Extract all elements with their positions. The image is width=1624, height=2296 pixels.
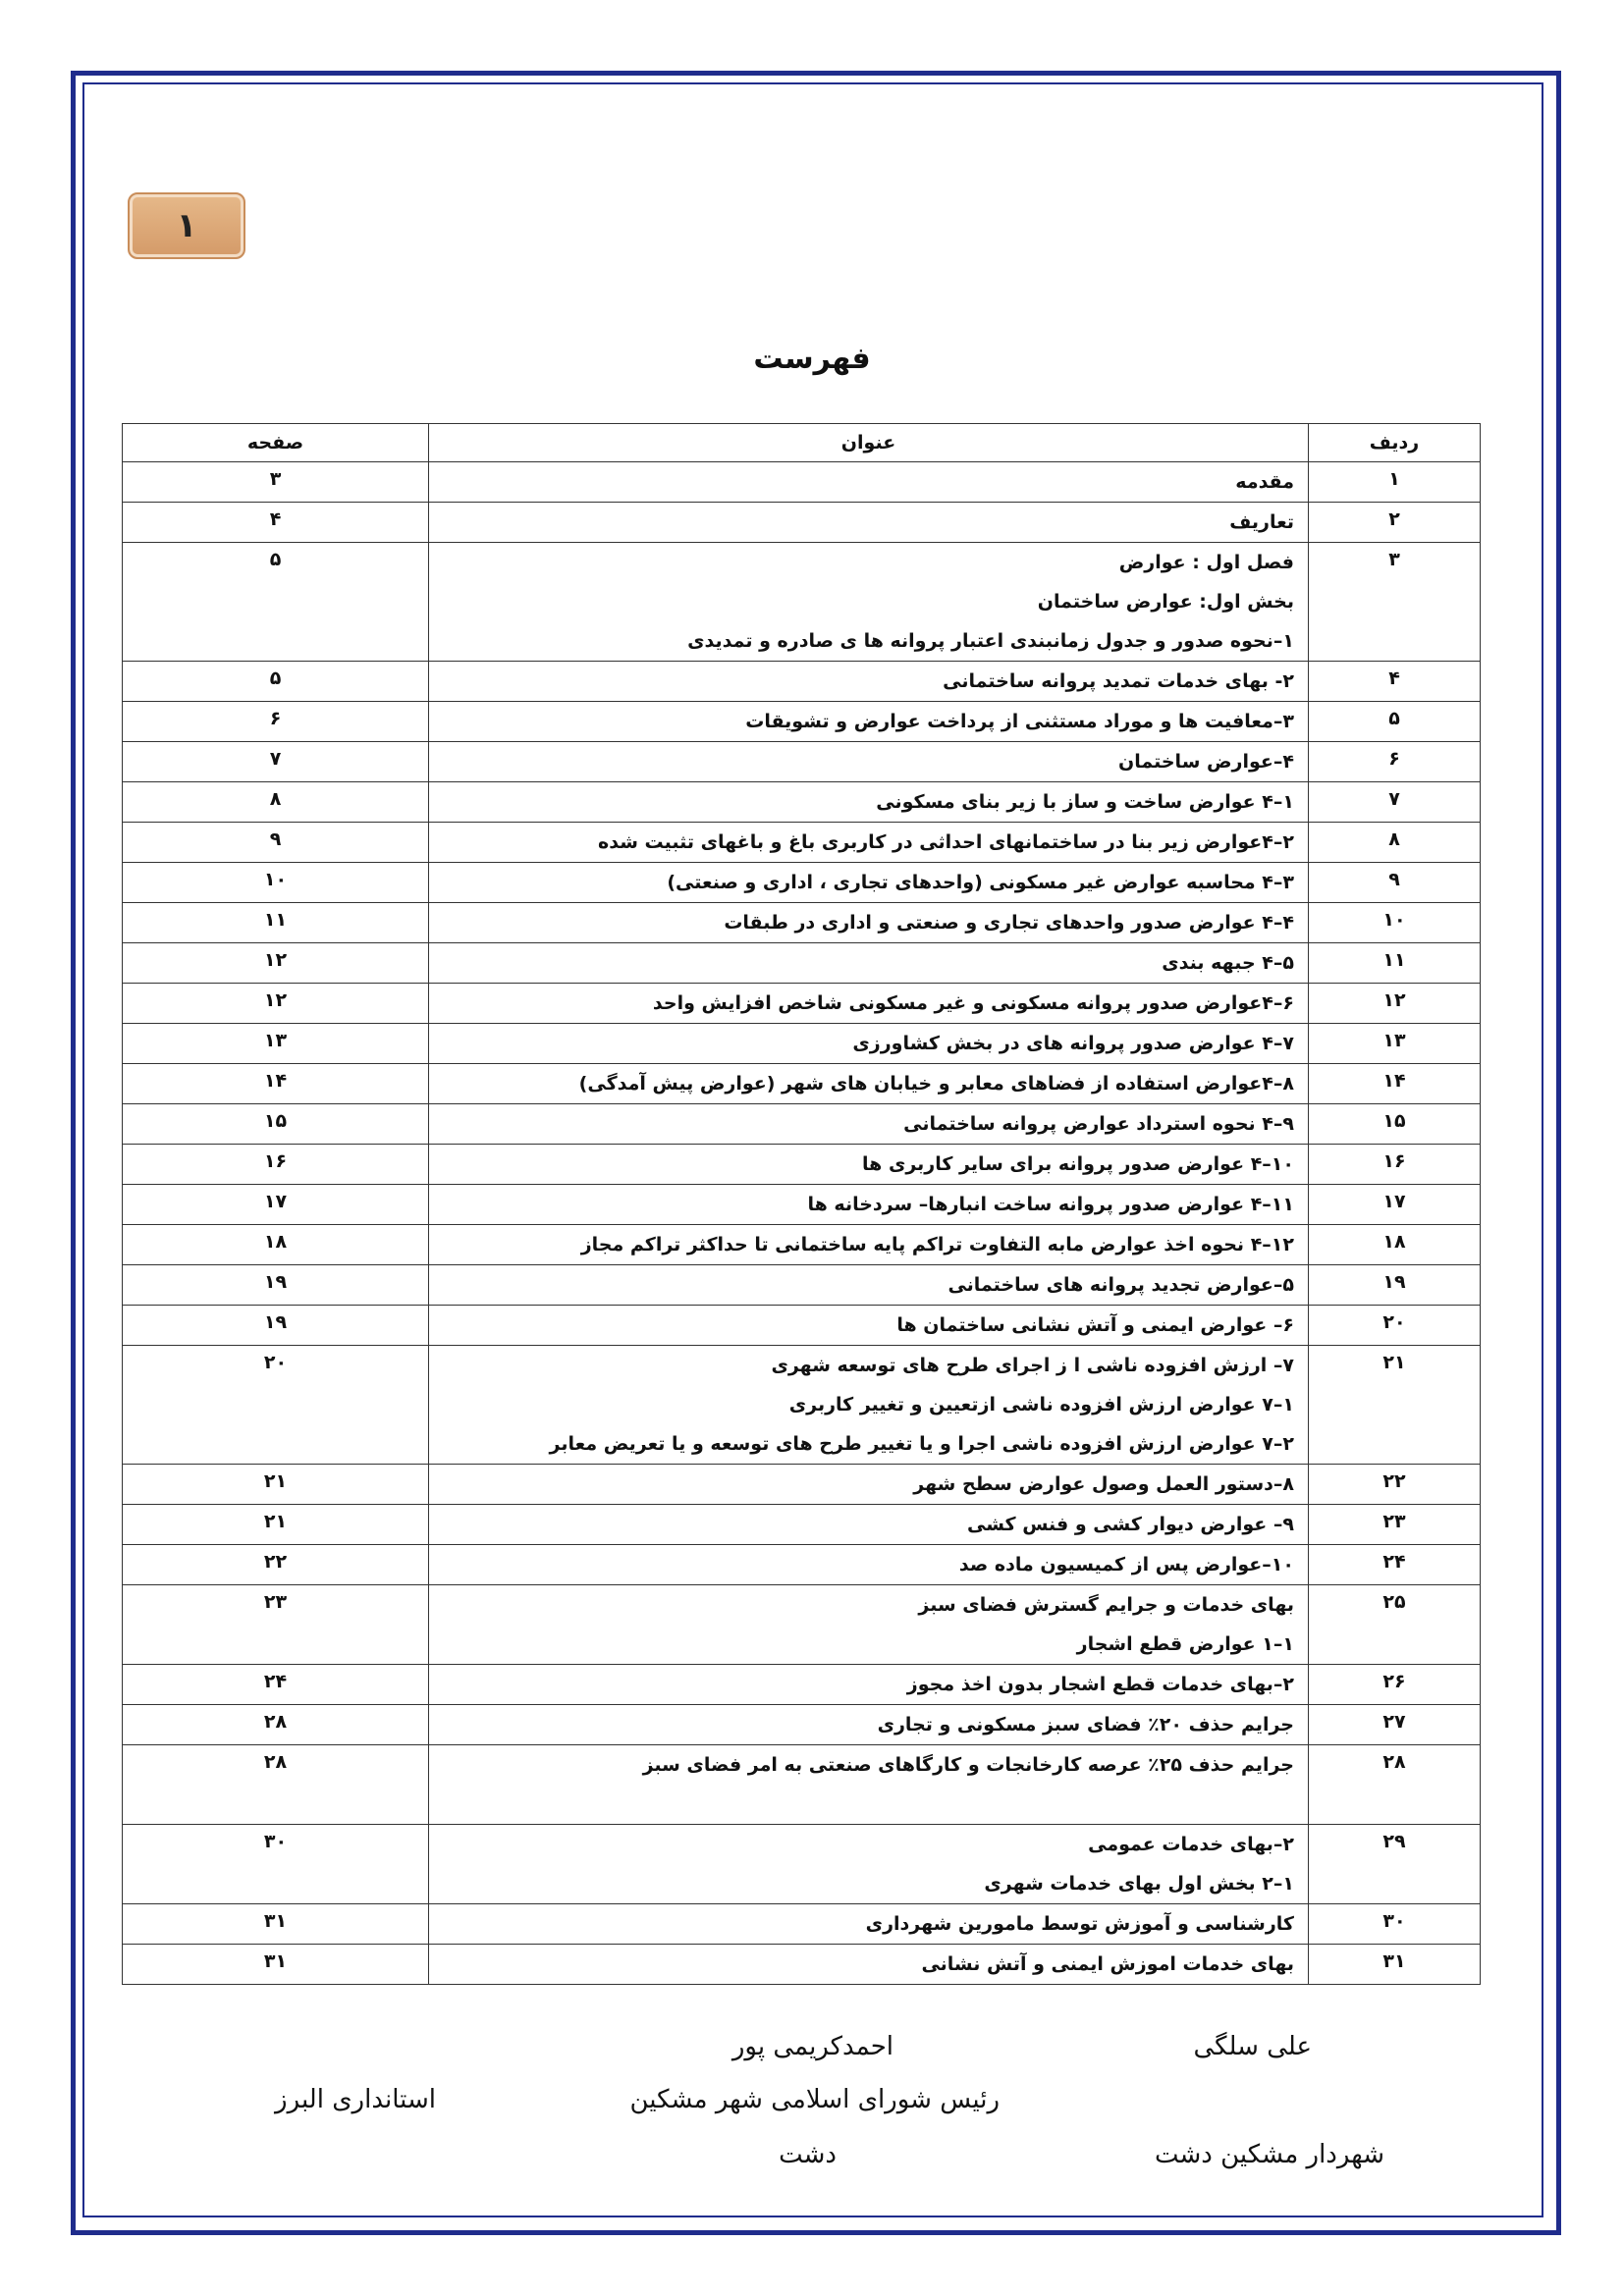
row-page: ۷ xyxy=(123,742,429,782)
row-title xyxy=(429,1585,1309,1665)
row-title-line: تعاریف xyxy=(1229,511,1294,533)
row-title xyxy=(429,1945,1309,1985)
toc-table xyxy=(122,423,1481,1985)
row-page: ۸ xyxy=(123,782,429,823)
row-number: ۲۴ xyxy=(1309,1545,1481,1585)
row-number: ۱۴ xyxy=(1309,1064,1481,1104)
row-title xyxy=(429,1024,1309,1064)
row-title xyxy=(429,823,1309,863)
row-number: ۲۷ xyxy=(1309,1705,1481,1745)
row-title xyxy=(429,1064,1309,1104)
row-title-line: بهای خدمات اموزش ایمنی و آتش نشانی xyxy=(921,1953,1294,1975)
row-title-line xyxy=(429,1785,1294,1824)
toc-row xyxy=(123,1825,1481,1904)
row-title-line: ۱–۷ عوارض ارزش افزوده ناشی ازتعیین و تغییر کاربری xyxy=(788,1394,1294,1415)
row-page: ۲۳ xyxy=(123,1585,429,1665)
row-title-line: ۱۱–۴ عوارض صدور پروانه ساخت انبارها– سردخانه ها xyxy=(807,1194,1294,1215)
row-title xyxy=(429,1545,1309,1585)
row-number: ۲ xyxy=(1309,503,1481,543)
row-title xyxy=(429,943,1309,984)
row-page: ۱۵ xyxy=(123,1104,429,1145)
row-title-line: جرایم حذف ۲۰٪ فضای سبز مسکونی و تجاری xyxy=(877,1714,1294,1735)
row-title-line: کارشناسی و آموزش توسط مامورین شهرداری xyxy=(865,1913,1294,1935)
toc-row xyxy=(123,1306,1481,1346)
row-title-line: ۲–بهای خدمات عمومی xyxy=(1088,1834,1294,1855)
council-head-title-cont: دشت xyxy=(779,2140,837,2169)
toc-row xyxy=(123,1064,1481,1104)
row-number: ۱۰ xyxy=(1309,903,1481,943)
row-number: ۱۳ xyxy=(1309,1024,1481,1064)
row-title-line: ۵–عوارض تجدید پروانه های ساختمانی xyxy=(947,1274,1294,1296)
row-number: ۷ xyxy=(1309,782,1481,823)
row-title-line: ۷– ارزش افزوده ناشی ا ز اجرای طرح های توسعه شهری xyxy=(771,1355,1294,1376)
row-title xyxy=(429,1665,1309,1705)
row-page: ۳۱ xyxy=(123,1904,429,1945)
row-page: ۲۴ xyxy=(123,1665,429,1705)
row-number: ۲۲ xyxy=(1309,1465,1481,1505)
row-page: ۵ xyxy=(123,662,429,702)
row-number: ۶ xyxy=(1309,742,1481,782)
row-page: ۳۱ xyxy=(123,1945,429,1985)
row-number: ۲۰ xyxy=(1309,1306,1481,1346)
toc-row xyxy=(123,1945,1481,1985)
row-title-line: ۱–نحوه صدور و جدول زمانبندی اعتبار پروانه ها ی صادره و تمدیدی xyxy=(687,630,1294,652)
row-title xyxy=(429,503,1309,543)
row-title-line: ۱۰–۴ عوارض صدور پروانه برای سایر کاربری ها xyxy=(862,1153,1294,1175)
row-number: ۲۸ xyxy=(1309,1745,1481,1825)
governorate-label: استانداری البرز xyxy=(275,2085,436,2114)
row-number: ۹ xyxy=(1309,863,1481,903)
row-page: ۳ xyxy=(123,462,429,503)
row-page: ۴ xyxy=(123,503,429,543)
toc-row xyxy=(123,1745,1481,1825)
row-title-line: ۲–۴عوارض زیر بنا در ساختمانهای احداثی در کاربری باغ و باغهای تثبیت شده xyxy=(598,831,1294,853)
row-title xyxy=(429,1265,1309,1306)
row-number: ۲۶ xyxy=(1309,1665,1481,1705)
mayor-title: شهردار مشکین دشت xyxy=(1154,2140,1384,2169)
row-title xyxy=(429,1745,1309,1825)
page-number-badge: ۱ xyxy=(128,192,245,259)
row-title-line: ۲–۷ عوارض ارزش افزوده ناشی اجرا و یا تغییر طرح های توسعه و یا تعریض معابر xyxy=(549,1433,1294,1455)
row-number: ۱۵ xyxy=(1309,1104,1481,1145)
toc-row xyxy=(123,1024,1481,1064)
row-number: ۱۶ xyxy=(1309,1145,1481,1185)
row-number: ۱۷ xyxy=(1309,1185,1481,1225)
toc-row xyxy=(123,503,1481,543)
toc-row xyxy=(123,1185,1481,1225)
toc-row xyxy=(123,1585,1481,1665)
row-title-line: مقدمه xyxy=(1235,471,1294,493)
row-number: ۴ xyxy=(1309,662,1481,702)
row-title xyxy=(429,1145,1309,1185)
row-number: ۲۳ xyxy=(1309,1505,1481,1545)
row-title-line: ۹–۴ نحوه استرداد عوارض پروانه ساختمانی xyxy=(903,1113,1294,1135)
row-number: ۱ xyxy=(1309,462,1481,503)
row-title-line: ۲- بهای خدمات تمدید پروانه ساختمانی xyxy=(943,670,1294,692)
toc-row xyxy=(123,1665,1481,1705)
toc-row xyxy=(123,984,1481,1024)
toc-row xyxy=(123,1265,1481,1306)
header-page: صفحه xyxy=(123,424,429,462)
row-title-line: فصل اول : عوارض xyxy=(1118,552,1294,573)
toc-header-row xyxy=(123,424,1481,462)
row-page: ۱۹ xyxy=(123,1265,429,1306)
row-page: ۲۱ xyxy=(123,1465,429,1505)
row-page: ۱۴ xyxy=(123,1064,429,1104)
toc-row xyxy=(123,662,1481,702)
row-title-line: ۷–۴ عوارض صدور پروانه های در بخش کشاورزی xyxy=(852,1033,1294,1054)
row-number: ۲۵ xyxy=(1309,1585,1481,1665)
toc-row xyxy=(123,462,1481,503)
row-title-line: بخش اول: عوارض ساختمان xyxy=(1037,591,1294,613)
header-num: ردیف xyxy=(1309,424,1481,462)
row-page: ۲۸ xyxy=(123,1745,429,1825)
row-page: ۶ xyxy=(123,702,429,742)
row-page: ۱۹ xyxy=(123,1306,429,1346)
row-title-line: ۶–۴عوارض صدور پروانه مسکونی و غیر مسکونی شاخص افزایش واحد xyxy=(652,992,1294,1014)
row-title xyxy=(429,702,1309,742)
toc-row xyxy=(123,1225,1481,1265)
toc-row xyxy=(123,1904,1481,1945)
row-page: ۱۰ xyxy=(123,863,429,903)
row-title-line: جرایم حذف ۲۵٪ عرصه کارخانجات و کارگاهای صنعتی به امر فضای سبز xyxy=(642,1754,1294,1776)
row-title-line: ۴–۴ عوارض صدور واحدهای تجاری و صنعتی و اداری در طبقات xyxy=(724,912,1294,934)
row-title xyxy=(429,984,1309,1024)
row-page: ۱۲ xyxy=(123,943,429,984)
row-title-line: ۱–۲ بخش اول بهای خدمات شهری xyxy=(984,1873,1294,1895)
row-title xyxy=(429,1904,1309,1945)
toc-row xyxy=(123,823,1481,863)
row-title xyxy=(429,1346,1309,1465)
row-page: ۵ xyxy=(123,543,429,662)
row-number: ۵ xyxy=(1309,702,1481,742)
row-title xyxy=(429,1505,1309,1545)
row-title xyxy=(429,462,1309,503)
row-title-line: ۸–دستور العمل وصول عوارض سطح شهر xyxy=(913,1473,1294,1495)
row-title xyxy=(429,662,1309,702)
header-title: عنوان xyxy=(429,424,1309,462)
row-title xyxy=(429,742,1309,782)
row-title xyxy=(429,543,1309,662)
toc-row xyxy=(123,943,1481,984)
row-title-line: بهای خدمات و جرایم گسترش فضای سبز xyxy=(918,1594,1294,1616)
row-title xyxy=(429,1104,1309,1145)
toc-row xyxy=(123,742,1481,782)
row-number: ۱۲ xyxy=(1309,984,1481,1024)
row-title-line: ۹– عوارض دیوار کشی و فنس کشی xyxy=(966,1514,1294,1535)
council-head-title: رئیس شورای اسلامی شهر مشکین xyxy=(629,2085,1000,2114)
toc-row xyxy=(123,1545,1481,1585)
row-title xyxy=(429,1225,1309,1265)
row-page: ۹ xyxy=(123,823,429,863)
row-title xyxy=(429,863,1309,903)
toc-row xyxy=(123,1465,1481,1505)
row-title xyxy=(429,1825,1309,1904)
row-page: ۲۸ xyxy=(123,1705,429,1745)
toc-body xyxy=(123,462,1481,1985)
mayor-name: علی سلگی xyxy=(1193,2032,1312,2061)
row-title-line: ۳–معافیت ها و موراد مستثنی از پرداخت عوارض و تشویقات xyxy=(745,711,1294,732)
row-number: ۸ xyxy=(1309,823,1481,863)
toc-row xyxy=(123,903,1481,943)
toc-row xyxy=(123,543,1481,662)
row-number: ۲۹ xyxy=(1309,1825,1481,1904)
row-number: ۱۸ xyxy=(1309,1225,1481,1265)
row-number: ۲۱ xyxy=(1309,1346,1481,1465)
row-page: ۲۰ xyxy=(123,1346,429,1465)
toc-row xyxy=(123,863,1481,903)
toc-row xyxy=(123,702,1481,742)
row-title xyxy=(429,1306,1309,1346)
row-title xyxy=(429,1465,1309,1505)
row-number: ۳۱ xyxy=(1309,1945,1481,1985)
toc-row xyxy=(123,1505,1481,1545)
row-page: ۱۷ xyxy=(123,1185,429,1225)
row-title xyxy=(429,1185,1309,1225)
row-page: ۳۰ xyxy=(123,1825,429,1904)
row-title-line: ۳–۴ محاسبه عوارض غیر مسکونی (واحدهای تجاری ، اداری و صنعتی) xyxy=(667,872,1294,893)
row-title-line: ۶– عوارض ایمنی و آتش نشانی ساختمان ها xyxy=(896,1314,1294,1336)
row-title-line: ۱–۱ عوارض قطع اشجار xyxy=(1076,1633,1294,1655)
toc-row xyxy=(123,1145,1481,1185)
row-title xyxy=(429,1705,1309,1745)
toc-row xyxy=(123,782,1481,823)
row-title-line: ۴–عوارض ساختمان xyxy=(1118,751,1294,773)
toc-row xyxy=(123,1705,1481,1745)
row-title xyxy=(429,903,1309,943)
row-title xyxy=(429,782,1309,823)
row-page: ۱۶ xyxy=(123,1145,429,1185)
row-title-line: ۲–بهای خدمات قطع اشجار بدون اخذ مجوز xyxy=(906,1674,1294,1695)
row-title-line: ۸–۴عوارض استفاده از فضاهای معابر و خیابان های شهر (عوارض پیش آمدگی) xyxy=(578,1073,1294,1095)
row-number: ۱۱ xyxy=(1309,943,1481,984)
toc-row xyxy=(123,1104,1481,1145)
council-head-name: احمدکریمی پور xyxy=(731,2032,893,2061)
row-title-line: ۵–۴ جبهه بندی xyxy=(1162,952,1294,974)
row-number: ۱۹ xyxy=(1309,1265,1481,1306)
row-page: ۲۲ xyxy=(123,1545,429,1585)
row-title-line: ۱۰–عوارض پس از کمیسیون ماده صد xyxy=(958,1554,1294,1575)
row-page: ۲۱ xyxy=(123,1505,429,1545)
page-title: فهرست xyxy=(753,342,871,376)
row-page: ۱۸ xyxy=(123,1225,429,1265)
row-number: ۳ xyxy=(1309,543,1481,662)
row-title-line: ۱–۴ عوارض ساخت و ساز با زیر بنای مسکونی xyxy=(876,791,1294,813)
row-number: ۳۰ xyxy=(1309,1904,1481,1945)
row-page: ۱۱ xyxy=(123,903,429,943)
row-page: ۱۲ xyxy=(123,984,429,1024)
row-page: ۱۳ xyxy=(123,1024,429,1064)
toc-row xyxy=(123,1346,1481,1465)
row-title-line: ۱۲–۴ نحوه اخذ عوارض مابه التفاوت تراکم پایه ساختمانی تا حداکثر تراکم مجاز xyxy=(580,1234,1294,1255)
